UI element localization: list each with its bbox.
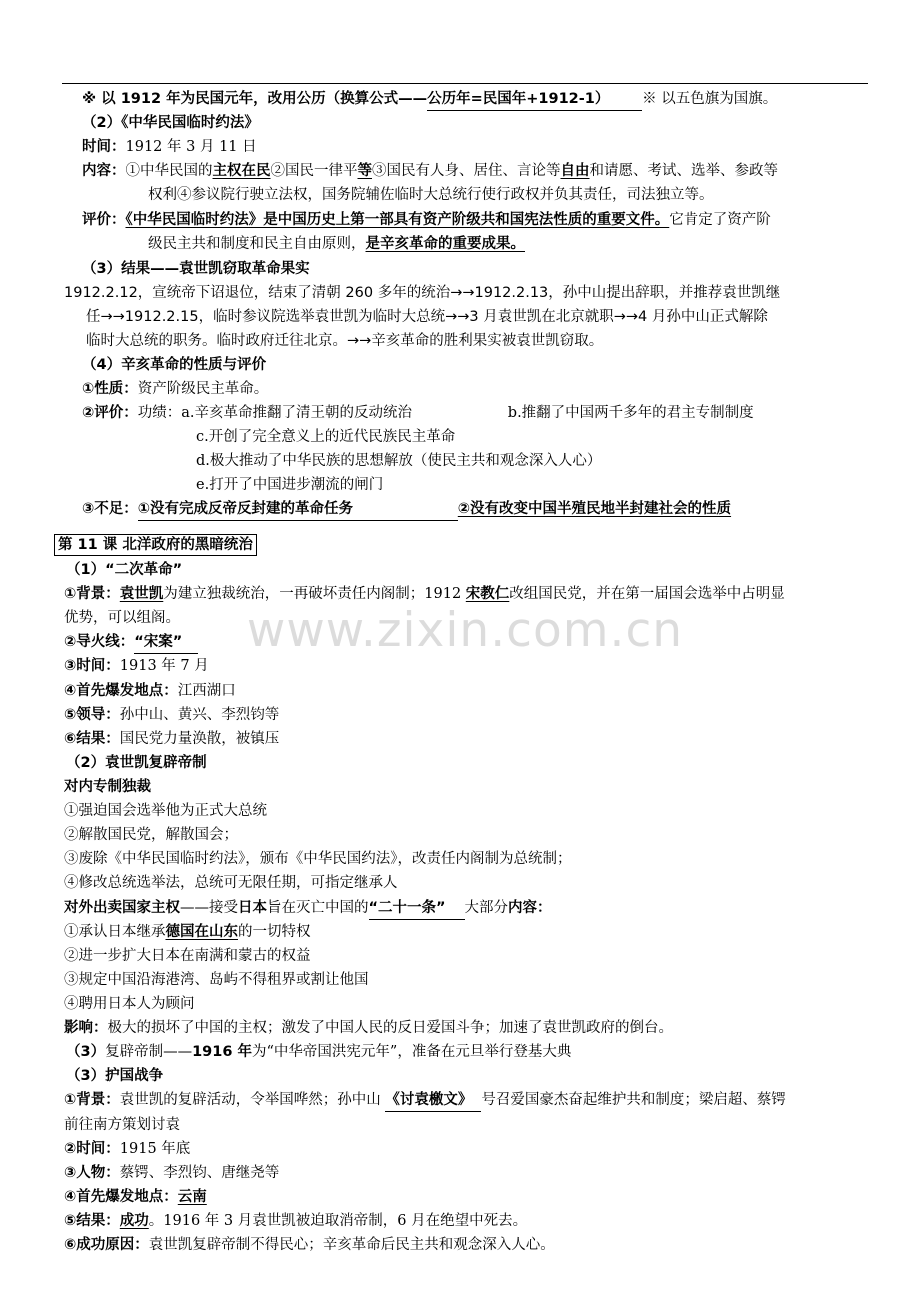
line-foreign-sellout <box>64 896 868 920</box>
label-time: 时间： <box>82 139 126 155</box>
term-song-jiaoren: 宋教仁 <box>465 586 510 602</box>
sellout-part-3: 大部分 <box>464 900 508 916</box>
demand-1-part-2: 的一切特权 <box>238 924 311 940</box>
sellout-part-1: ——接受 <box>180 900 238 916</box>
line-second-rev-background-cont: 优势，可以组阁。 <box>64 610 180 626</box>
value-war-figures: 蔡锷、李烈钧、唐继尧等 <box>119 1165 280 1181</box>
line-war-time <box>64 1137 868 1161</box>
merit-b: b.推翻了中国两千多年的君主专制制度 <box>507 405 754 421</box>
lesson-11-title: 第 11 课 北洋政府的黑暗统治 <box>54 534 257 556</box>
label-war-figures: ③人物： <box>64 1165 120 1181</box>
term-equality: 等 <box>357 163 372 179</box>
line-timeline-1: 1912.2.12，宣统帝下诏退位，结束了清朝 260 多年的统治→→1912.2.13，孙中山提出辞职，并推荐袁世凯继 <box>64 285 781 301</box>
merit-d: d.极大推动了中华民族的思想解放（使民主共和观念深入人心） <box>196 453 602 469</box>
calendar-formula: 公历年=民国年+1912-1） <box>427 90 642 111</box>
autocracy-item-1: ①强迫国会选举他为正式大总统 <box>64 803 267 819</box>
value-success-reason: 袁世凯复辟帝制不得民心；辛亥革命后民主共和观念深入人心。 <box>148 1237 555 1253</box>
label-content: 内容： <box>82 163 126 179</box>
line-constitution-evaluation <box>82 208 886 232</box>
term-twenty-one-demands: “二十一条” <box>369 899 465 920</box>
demand-item-2: ②进一步扩大日本在南满和蒙古的权益 <box>64 948 311 964</box>
label-time-2: ③时间： <box>64 658 120 674</box>
line-fuse <box>64 630 868 654</box>
autocracy-item-2: ②解散国民党，解散国会； <box>64 827 238 843</box>
term-japan: 日本 <box>238 900 267 916</box>
value-war-time: 1915 年底 <box>119 1141 191 1157</box>
value-result: 国民党力量涣散，被镇压 <box>119 731 280 747</box>
top-rule <box>62 83 868 84</box>
lesson-11-title-row <box>54 533 858 557</box>
heading-second-revolution: （1）“二次革命” <box>66 562 183 578</box>
line-war-background <box>64 1088 868 1112</box>
restoration-year: 1916 年 <box>192 1044 252 1060</box>
content-part-2: ②国民一律平 <box>270 163 358 179</box>
heading-restoration: （2）袁世凯复辟帝制 <box>66 755 207 771</box>
label-war-background: ①背景： <box>64 1092 120 1108</box>
label-war-place-1: ④首先爆发 <box>64 1189 135 1205</box>
war-background-part-2: 号召爱国豪杰奋起维护共和制度；梁启超、蔡锷 <box>481 1092 786 1108</box>
value-time-2: 1913 年 7 月 <box>119 658 209 674</box>
value-leaders: 孙中山、黄兴、李烈钧等 <box>119 707 280 723</box>
line-nature <box>82 377 886 401</box>
term-yunnan: 云南 <box>177 1189 207 1205</box>
line-war-background-cont: 前往南方策划讨袁 <box>64 1117 180 1133</box>
value-nature: 资产阶级民主革命。 <box>137 381 269 397</box>
flag-note: ※ 以五色旗为国旗。 <box>642 91 778 107</box>
line-war-figures <box>64 1161 868 1185</box>
watermark: www.zixin.com.cn <box>246 603 684 658</box>
label-war-place-2: 地点： <box>134 1189 178 1205</box>
line-restoration-1916 <box>66 1040 870 1064</box>
line-second-rev-result <box>64 727 868 751</box>
heading-revolution-nature: （4）辛亥革命的性质与评价 <box>82 357 267 373</box>
line-impact <box>64 1016 868 1040</box>
term-song-case: “宋案” <box>134 633 198 654</box>
term-sovereignty: 主权在民 <box>212 163 271 179</box>
restoration-desc: 为“中华帝国洪宪元年”，准备在元旦举行登基大典 <box>252 1044 572 1060</box>
background-part-2: 改组国民党，并在第一届国会选举中占明显 <box>509 586 785 602</box>
shortcoming-2: ②没有改变中国半殖民地半封建社会的性质 <box>457 501 732 517</box>
line-war-success-reason <box>64 1233 868 1257</box>
line-timeline-3: 临时大总统的职务。临时政府迁往北京。→→辛亥革命的胜利果实被袁世凯窃取。 <box>86 333 604 349</box>
calendar-note-text: ※ 以 1912 年为民国元年，改用公历（换算公式—— <box>82 91 428 107</box>
heading-domestic-autocracy: 对内专制独裁 <box>64 779 151 795</box>
evaluation-cont: 级民主共和制度和民主自由原则， <box>148 236 366 252</box>
value-impact: 极大的损坏了中国的主权；激发了中国人民的反日爱国斗争；加速了袁世凯政府的倒台。 <box>107 1020 673 1036</box>
term-anti-yuan-manifesto: 《讨袁檄文》 <box>385 1091 481 1112</box>
label-nature: ①性质： <box>82 381 138 397</box>
demand-item-1 <box>64 920 868 944</box>
war-background-part-1: 袁世凯的复辟活动，令举国哗然；孙中山 <box>119 1092 386 1108</box>
demand-item-4: ④聘用日本人为顾问 <box>64 996 195 1012</box>
demand-item-3: ③规定中国沿海港湾、岛屿不得租界或割让他国 <box>64 972 369 988</box>
restoration-label: 复辟帝制—— <box>105 1044 193 1060</box>
line-timeline-2: 任→→1912.2.15，临时参议院选举袁世凯为临时大总统→→3 月袁世凯在北京就职→→4 月孙中山正式解除 <box>86 309 768 325</box>
background-part-1: 为建立独裁统治，一再破坏责任内阁制；1912 <box>163 586 466 602</box>
line-second-rev-leaders <box>64 703 868 727</box>
content-part-1: ①中华民国的 <box>125 163 213 179</box>
evaluation-key: 《中华民国临时约法》是中国历史上第一部具有资产阶级共和国宪法性质的重要文件。 <box>125 212 670 228</box>
merit-a: 功绩：a.辛亥革命推翻了清王朝的反动统治 <box>137 405 413 421</box>
line-merits <box>82 401 886 425</box>
label-war-result: ⑤结果： <box>64 1213 120 1229</box>
term-freedom: 自由 <box>560 163 590 179</box>
label-impact: 影响： <box>64 1020 108 1036</box>
line-constitution-evaluation-cont <box>148 232 920 256</box>
line-war-place <box>64 1185 868 1209</box>
evaluation-result: 是辛亥革命的重要成果。 <box>365 236 525 252</box>
line-second-rev-background <box>64 582 868 606</box>
line-constitution-content-cont: 权利④参议院行驶立法权，国务院辅佐临时大总统行使行政权并负其责任，司法独立等。 <box>148 187 714 203</box>
shortcoming-1: ①没有完成反帝反封建的革命任务 <box>138 500 458 521</box>
label-war-time: ②时间： <box>64 1141 120 1157</box>
line-constitution-content <box>82 159 886 183</box>
autocracy-item-4: ④修改总统选举法，总统可无限任期，可指定继承人 <box>64 875 398 891</box>
content-part-3: ③国民有人身、居住、言论等 <box>372 163 561 179</box>
line-shortcomings <box>82 497 886 521</box>
value-war-result: 。1916 年 3 月袁世凯被迫取消帝制，6 月在绝望中死去。 <box>148 1213 528 1229</box>
line-constitution-time <box>82 135 886 159</box>
label-contents: 内容： <box>508 900 552 916</box>
label-success-reason: ⑥成功原因： <box>64 1237 149 1253</box>
demand-1-part-1: ①承认日本继承 <box>64 924 166 940</box>
autocracy-item-3: ③废除《中华民国临时约法》，颁布《中华民国约法》，改责任内阁制为总统制； <box>64 851 572 867</box>
line-war-result <box>64 1209 868 1233</box>
content-part-4: 和请愿、考试、选举、参政等 <box>589 163 778 179</box>
value-time: 1912 年 3 月 11 日 <box>125 139 257 155</box>
label-place: ④首先爆发地点： <box>64 683 178 699</box>
term-success: 成功 <box>119 1213 149 1229</box>
merit-c: c.开创了完全意义上的近代民族民主革命 <box>196 429 456 445</box>
label-result: ⑥结果： <box>64 731 120 747</box>
heading-result-yuan: （3）结果——袁世凯窃取革命果实 <box>82 261 310 277</box>
label-foreign-sellout: 对外出卖国家主权 <box>64 900 180 916</box>
merit-e: e.打开了中国进步潮流的闸门 <box>196 477 384 493</box>
label-shortcomings: ③不足： <box>82 501 138 517</box>
evaluation-rest: 它肯定了资产阶 <box>669 212 771 228</box>
line-second-rev-time <box>64 654 868 678</box>
restoration-number: （3） <box>66 1044 106 1060</box>
sellout-part-2: 旨在灭亡中国的 <box>267 900 369 916</box>
line-second-rev-place <box>64 679 868 703</box>
label-background: ①背景： <box>64 586 120 602</box>
label-fuse: ②导火线： <box>64 634 135 650</box>
heading-provisional-constitution: （2）《中华民国临时约法》 <box>82 115 259 131</box>
label-assessment: ②评价： <box>82 405 138 421</box>
value-place: 江西湖口 <box>177 683 236 699</box>
term-yuan-shikai: 袁世凯 <box>119 586 164 602</box>
line-calendar-note <box>82 87 886 111</box>
term-germany-shandong: 德国在山东 <box>165 924 238 940</box>
label-leaders: ⑤领导： <box>64 707 120 723</box>
heading-national-protection-war: （3）护国战争 <box>66 1068 164 1084</box>
label-evaluation: 评价： <box>82 212 126 228</box>
